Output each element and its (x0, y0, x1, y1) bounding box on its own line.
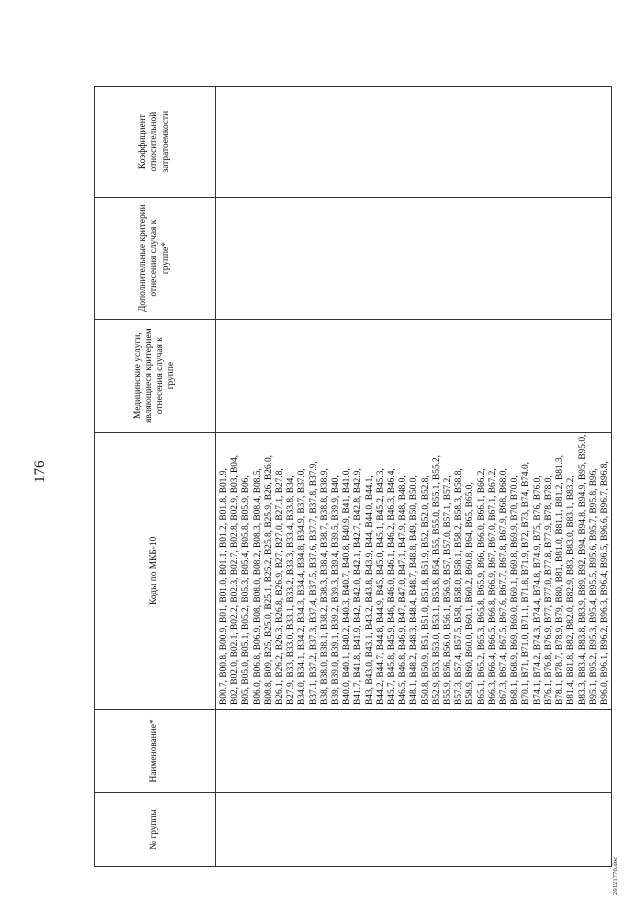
cell-medical-services (216, 319, 612, 432)
cell-extra-criteria (216, 197, 612, 319)
code-line: B44.2, B44.7, B44.8, B44.9, B45, B45.0, B45.1, B45.2, B45.3, (375, 468, 386, 705)
codes-list (219, 435, 611, 705)
code-line: B43, B43.0, B43.1, B43.2, B43.8, B43.9, B44, B44.0, B44.1, (364, 475, 375, 705)
group-table (94, 86, 612, 867)
header-cost-coefficient: Коэффициент относительной затратоемкости (95, 86, 216, 197)
code-line: B27.9, B33, B33.0, B33.1, B33.2, B33.3, B33.4, B33.8, B34, (286, 475, 297, 705)
code-line: B95.1, B95.2, B95.3, B95.4, B95.5, B95.6, B95.7, B95.8, B96, (588, 468, 599, 705)
code-line: B45.7, B45.8, B45.9, B46, B46.0, B46.1, B46.2, B46.3, B46.4, (387, 468, 398, 705)
code-line: B50.8, B50.9, B51, B51.0, B51.8, B51.9, B52, B52.0, B52.8, (420, 475, 431, 705)
document-file-id: 20121770.doc (612, 856, 619, 895)
code-line: B40.0, B40.1, B40.2, B40.3, B40.7, B40.8, B40.9, B41, B41.0, (342, 468, 353, 705)
code-line: B65.1, B65.2, B65.3, B65.8, B65.9, B66, B66.0, B66.1, B66.2, (476, 468, 487, 705)
cell-icd10-codes (216, 432, 612, 709)
code-line: B70.1, B71, B71.0, B71.1, B71.8, B71.9, B72, B73, B74, B74.0, (521, 462, 532, 705)
code-line: B58.9, B60, B60.0, B60.1, B60.2, B60.8, B64, B65, B65.0, (465, 482, 476, 705)
code-line: B76.1, B76.8, B76.9, B77, B77.0, B77.8, B77.9, B78, B78.0, (543, 475, 554, 705)
code-line: B46.5, B46.8, B46.9, B47, B47.0, B47.1, B47.9, B48, B48.0, (398, 475, 409, 705)
header-name: Наименование* (95, 710, 216, 793)
table-row (216, 86, 612, 866)
table-header-row (95, 86, 216, 866)
code-line: B08.8, B09, B25, B25.0, B25.1, B25.2, B25.8, B25.9, B26, B26.0, (263, 454, 274, 705)
code-line: B48.1, B48.2, B48.3, B48.4, B48.7, B48.8, B49, B50, B50.0, (409, 475, 420, 705)
cell-group-number (216, 793, 612, 867)
code-line: B67.3, B67.4, B67.5, B67.6, B67.7, B67.8, B67.9, B68, B68.0, (499, 468, 510, 705)
code-line: B66.3, B66.4, B66.5, B66.8, B66.9, B67, B67.0, B67.1, B67.2, (487, 468, 498, 705)
code-line: B83.3, B83.4, B83.8, B83.9, B89, B92, B94, B94.8, B94.9, B95, B95.0, (577, 434, 588, 705)
code-line: B81.4, B81.8, B82, B82.0, B82.9, B83, B83.0, B83.1, B83.2, (566, 475, 577, 705)
code-line: B74.1, B74.2, B74.3, B74.4, B74.8, B74.9, B75, B76, B76.0, (532, 475, 543, 705)
cell-name (216, 710, 612, 793)
code-line: B55.9, B56, B56.0, B56.1, B56.9, B57, B57.0, B57.1, B57.2, (443, 475, 454, 705)
header-icd10-codes: Коды по МКБ-10 (95, 432, 216, 709)
code-line: B02, B02.0, B02.1, B02.2, B02.3, B02.7, B02.8, B02.9, B03, B04, (230, 454, 241, 705)
code-line: B96.0, B96.1, B96.2, B96.3, B96.4, B96.5, B96.6, B96.7, B96.8, (599, 461, 610, 705)
code-line: B34.0, B34.1, B34.2, B34.3, B34.4, B34.8, B34.9, B37, B37.0, (297, 468, 308, 705)
code-line: B57.3, B57.4, B57.5, B58, B58.0, B58.1, B58.2, B58.3, B58.8, (454, 468, 465, 705)
code-line: B41.7, B41.8, B41.9, B42, B42.0, B42.1, B42.7, B42.8, B42.9, (353, 468, 364, 705)
code-line: B78.1, B78.7, B78.9, B79, B80, B81, B81.0, B81.1, B81.2, B81.3, (555, 454, 566, 705)
cell-cost-coefficient (216, 86, 612, 197)
header-medical-services: Медицинские услуги, являющиеся критерием отнесения случая к группе (95, 319, 216, 432)
code-line: B00.7, B00.8, B00.9, B01, B01.0, B01.1, B01.2, B01.8, B01.9, (219, 468, 229, 705)
page-number: 176 (32, 460, 48, 483)
header-group-number: № группы (95, 793, 216, 867)
code-line: B39, B39.0, B39.1, B39.2, B39.3, B39.4, B39.5, B39.9, B40, (331, 475, 342, 705)
code-line: B26.1, B26.2, B26.3, B26.8, B26.9, B27, B27.0, B27.1, B27.8, (275, 468, 286, 705)
code-line: B05, B05.0, B05.1, B05.2, B05.3, B05.4, B05.8, B05.9, B06, (241, 475, 252, 705)
code-line: B06.0, B06.8, B06.9, B08, B08.0, B08.2, B08.3, B08.4, B08.5, (252, 468, 263, 705)
code-line: B37.1, B37.2, B37.3, B37.4, B37.5, B37.6, B37.7, B37.8, B37.9, (308, 461, 319, 705)
code-line: B38, B38.0, B38.1, B38.2, B38.3, B38.4, B38.7, B38.8, B38.9, (319, 468, 330, 705)
code-line: B68.1, B68.9, B69, B69.0, B69.1, B69.8, B69.9, B70, B70.0, (510, 475, 521, 705)
header-extra-criteria: Дополнительные критерии отнесения случая к группе* (95, 197, 216, 319)
code-line: B52.9, B53, B53.0, B53.1, B53.8, B54, B55, B55.0, B55.1, B55.2, (431, 454, 442, 705)
